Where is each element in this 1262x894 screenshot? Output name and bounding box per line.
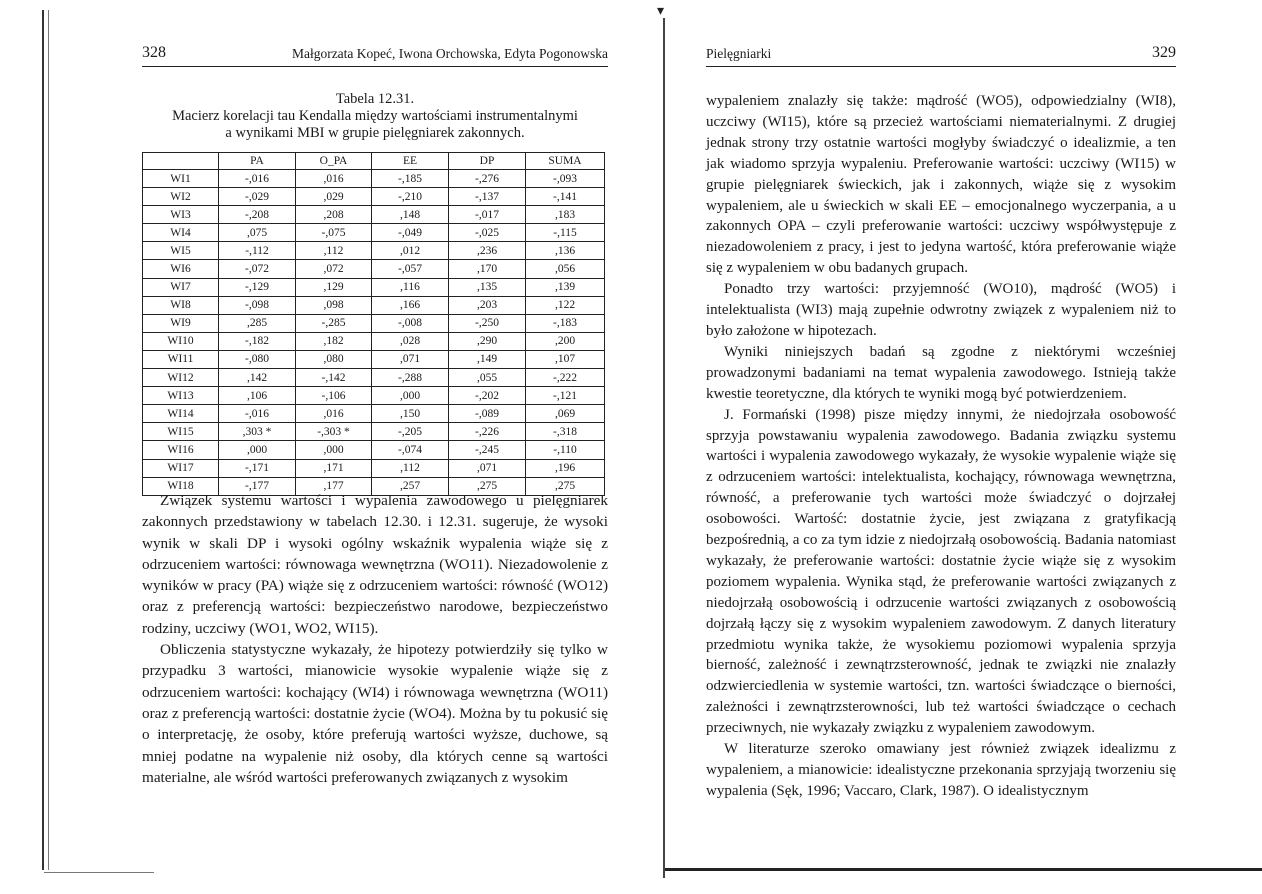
row-label: WI14 xyxy=(143,405,219,423)
table-row xyxy=(143,278,605,296)
table-cell: -,106 xyxy=(296,387,372,405)
body-text xyxy=(706,91,1176,802)
row-label: WI9 xyxy=(143,314,219,332)
table-cell: -,093 xyxy=(526,170,605,188)
binding-mark: ▾ xyxy=(657,4,665,19)
table-cell: ,016 xyxy=(296,170,372,188)
table-cell: ,177 xyxy=(296,477,372,495)
table-row xyxy=(143,224,605,242)
table-cell: ,171 xyxy=(296,459,372,477)
table-cell: ,200 xyxy=(526,332,605,350)
table-label: Tabela 12.31. xyxy=(335,91,415,107)
paragraph: Ponadto trzy wartości: przyjemność (WO10), mądrość (WO5) i intelektualista (WI3) mają zupełnie odwrotny związek z wypaleniem niż to było założone w hipotezach. xyxy=(706,281,1176,339)
table-cell: ,136 xyxy=(526,242,605,260)
table-cell: ,116 xyxy=(372,278,449,296)
row-label: WI18 xyxy=(143,477,219,495)
table-cell: ,290 xyxy=(449,332,526,350)
table-cell: -,089 xyxy=(449,405,526,423)
table-cell: ,166 xyxy=(372,296,449,314)
row-label: WI13 xyxy=(143,387,219,405)
table-cell: ,139 xyxy=(526,278,605,296)
row-label: WI7 xyxy=(143,278,219,296)
table-cell: -,222 xyxy=(526,369,605,387)
paragraph: Wyniki niniejszych badań są zgodne z niektórymi wcześniej prowadzonymi badaniami na temat wypalenia zawodowego. Istnieją także kwestie teoretyczne, dla których te wyniki mogą być potwierdzeniem. xyxy=(706,343,1176,402)
table-row xyxy=(143,314,605,332)
table-cell: -,115 xyxy=(526,224,605,242)
table-cell: ,012 xyxy=(372,242,449,260)
scan-bottom-edge xyxy=(44,872,154,873)
table-cell: -,226 xyxy=(449,423,526,441)
table-title-line: Macierz korelacji tau Kendalla między wartościami instrumentalnymi xyxy=(172,108,578,124)
right-page xyxy=(706,0,1176,894)
table-row xyxy=(143,296,605,314)
table-cell: -,008 xyxy=(372,314,449,332)
table-cell: ,075 xyxy=(219,224,296,242)
table-cell: -,137 xyxy=(449,188,526,206)
table-row xyxy=(143,459,605,477)
table-cell: -,049 xyxy=(372,224,449,242)
table-row xyxy=(143,170,605,188)
table-row xyxy=(143,242,605,260)
table-row xyxy=(143,441,605,459)
table-cell: -,142 xyxy=(296,369,372,387)
correlation-table xyxy=(142,152,605,496)
table-cell: ,056 xyxy=(526,260,605,278)
table-cell: -,183 xyxy=(526,314,605,332)
table-cell: ,149 xyxy=(449,350,526,368)
column-header: SUMA xyxy=(526,153,605,170)
column-header: PA xyxy=(219,153,296,170)
body-text xyxy=(142,490,608,788)
table-cell: -,074 xyxy=(372,441,449,459)
row-label: WI8 xyxy=(143,296,219,314)
table-title-line: a wynikami MBI w grupie pielęgniarek zakonnych. xyxy=(225,125,525,141)
row-label: WI15 xyxy=(143,423,219,441)
table-cell: ,257 xyxy=(372,477,449,495)
table-row xyxy=(143,350,605,368)
column-header xyxy=(143,153,219,170)
table-cell: ,107 xyxy=(526,350,605,368)
table-cell: -,141 xyxy=(526,188,605,206)
table-cell: -,080 xyxy=(219,350,296,368)
table-cell: ,135 xyxy=(449,278,526,296)
table-cell: ,129 xyxy=(296,278,372,296)
column-header: DP xyxy=(449,153,526,170)
table-cell: -,121 xyxy=(526,387,605,405)
table-cell: ,080 xyxy=(296,350,372,368)
row-label: WI6 xyxy=(143,260,219,278)
table-cell: -,017 xyxy=(449,206,526,224)
table-cell: ,275 xyxy=(449,477,526,495)
page-number: 328 xyxy=(142,44,166,61)
table-cell: -,098 xyxy=(219,296,296,314)
table-cell: -,112 xyxy=(219,242,296,260)
table-cell: -,318 xyxy=(526,423,605,441)
page-header xyxy=(706,44,1176,67)
table-cell: ,122 xyxy=(526,296,605,314)
table-cell: -,025 xyxy=(449,224,526,242)
table-cell: ,069 xyxy=(526,405,605,423)
row-label: WI4 xyxy=(143,224,219,242)
table-cell: -,075 xyxy=(296,224,372,242)
table-cell: ,098 xyxy=(296,296,372,314)
table-cell: -,288 xyxy=(372,369,449,387)
table-row xyxy=(143,423,605,441)
column-header: EE xyxy=(372,153,449,170)
table-cell: ,142 xyxy=(219,369,296,387)
table-row xyxy=(143,405,605,423)
row-label: WI3 xyxy=(143,206,219,224)
row-label: WI2 xyxy=(143,188,219,206)
table-cell: ,203 xyxy=(449,296,526,314)
row-label: WI5 xyxy=(143,242,219,260)
table-cell: -,182 xyxy=(219,332,296,350)
table-cell: ,170 xyxy=(449,260,526,278)
page-number: 329 xyxy=(1152,44,1176,61)
table-cell: ,285 xyxy=(219,314,296,332)
table-row xyxy=(143,260,605,278)
table-cell: ,303 * xyxy=(219,423,296,441)
paragraph: wypaleniem znalazły się także: mądrość (WO5), odpowiedzialny (WI8), uczciwy (WI15), które są przecież wartościami niematerialnymi. Z drugiej jednak strony trzy ostatnie wartości mogłyby świadczyć o idealizmie, a ten jak wiadomo sprzyja wypaleniu. Preferowanie wartości: uczciwy (WI15) w grupie pielęgniarek świeckich, jak i zakonnych, wiąże się z wysokim wypaleniem, ale u świeckich w skali EE – emocjonalnego wyczerpania, a u zakonnych OPA – czyli preferowanie wartości: uczciwy współwystępuje z niezadowoleniem z pracy, i jest to jedyna wartość, która preferowanie wiąże się z wypaleniem w obu badanych grupach. xyxy=(706,93,1176,277)
row-label: WI16 xyxy=(143,441,219,459)
table-cell: ,196 xyxy=(526,459,605,477)
table-cell: ,000 xyxy=(296,441,372,459)
table-cell: -,202 xyxy=(449,387,526,405)
row-label: WI11 xyxy=(143,350,219,368)
table-cell: -,210 xyxy=(372,188,449,206)
running-head: Pielęgniarki xyxy=(706,46,772,61)
book-gutter xyxy=(663,18,665,878)
table-cell: -,250 xyxy=(449,314,526,332)
table-cell: -,177 xyxy=(219,477,296,495)
table-row xyxy=(143,332,605,350)
table-cell: -,303 * xyxy=(296,423,372,441)
table-cell: -,205 xyxy=(372,423,449,441)
paragraph: Obliczenia statystyczne wykazały, że hipotezy potwierdziły się tylko w przypadku 3 wartości, mianowicie wysokie wypalenie wiąże się z odrzuceniem wartości: kochający (WI4) i równowaga wewnętrzna (WO11) oraz z preferencją wartości: dostatnie życie (WO4). Można by tu pokusić się o interpretację, że osoby, które preferują wartości wyższe, duchowe, są mniej podatne na wypalenie niż osoby, dla których cenne są wartości materialne, ale wśród wartości preferowanych związanych z wysokim xyxy=(142,641,608,786)
table-cell: ,029 xyxy=(296,188,372,206)
running-head: Małgorzata Kopeć, Iwona Orchowska, Edyta Pogonowska xyxy=(291,46,608,61)
table-cell: -,029 xyxy=(219,188,296,206)
table-cell: ,275 xyxy=(526,477,605,495)
table-cell: ,148 xyxy=(372,206,449,224)
table-cell: ,236 xyxy=(449,242,526,260)
scan-edge xyxy=(42,10,44,870)
table-cell: ,106 xyxy=(219,387,296,405)
table-cell: -,110 xyxy=(526,441,605,459)
page-header xyxy=(142,44,608,67)
table-cell: ,150 xyxy=(372,405,449,423)
table-cell: ,112 xyxy=(296,242,372,260)
table-cell: ,071 xyxy=(449,459,526,477)
table-row xyxy=(143,206,605,224)
left-page xyxy=(142,0,608,894)
column-header: O_PA xyxy=(296,153,372,170)
table-cell: -,057 xyxy=(372,260,449,278)
row-label: WI1 xyxy=(143,170,219,188)
table-cell: -,185 xyxy=(372,170,449,188)
table-cell: ,055 xyxy=(449,369,526,387)
table-cell: ,183 xyxy=(526,206,605,224)
table-cell: ,000 xyxy=(372,387,449,405)
scan-edge xyxy=(48,10,49,870)
table-caption xyxy=(142,91,608,142)
table-cell: -,285 xyxy=(296,314,372,332)
table-row xyxy=(143,188,605,206)
table-cell: -,072 xyxy=(219,260,296,278)
table-cell: -,208 xyxy=(219,206,296,224)
table-cell: -,016 xyxy=(219,405,296,423)
table-cell: ,208 xyxy=(296,206,372,224)
table-cell: -,245 xyxy=(449,441,526,459)
row-label: WI17 xyxy=(143,459,219,477)
paragraph: Związek systemu wartości i wypalenia zawodowego u pielęgniarek zakonnych przedstawiony w tabelach 12.30. i 12.31. sugeruje, że wysoki wynik w skali DP i wysoki ogólny wskaźnik wypalenia wiąże się z odrzuceniem wartości: równowaga wewnętrzna (WO11). Niezadowolenie z wyników w pracy (PA) wiąże się z odrzuceniem wartości: równość (WO12) oraz z preferencją wartości: bezpieczeństwo narodowe, bezpieczeństwo rodziny, uczciwy (WO1, WO2, WI15). xyxy=(142,492,608,637)
table-cell: ,000 xyxy=(219,441,296,459)
table-cell: ,028 xyxy=(372,332,449,350)
paragraph: J. Formański (1998) pisze między innymi, że niedojrzała osobowość sprzyja powstawaniu wypalenia zawodowego. Badania związku systemu wartości i wypalenia zawodowego wykazały, że wysokie wypalenie wiąże się z odrzuceniem wartości: intelektualista, kochający, równowaga wewnętrzna, równość, a preferowanie tych wartości może świadczyć o dojrzałej osobowości. Wartość: dostatnie życie, jest związana z gratyfikacją bezpośrednią, a co za tym idzie z niedojrzałą osobowością. Badania natomiast wykazały, że preferowanie wartości: dostatnie życie wiąże się z wysokim poziomem wypalenia. Wynika stąd, że preferowanie wartości związanych z niedojrzałą osobowością i odrzucenie wartości związanych z osobowością dojrzałą łączy się z wysokim wypaleniem zawodowym. Z danych literatury przedmiotu wynika także, że wysokiemu poziomowi wypalenia sprzyja bierność, zależność i zewnątrzsterowność, jednak te związki nie znalazły odzwierciedlenia w systemie wartości, tzn. wartości świadczące o bierności, zależności i zewnątrzsterowności, lub też wartości świadczące o cechach przeciwnych, nie wykazały związku z wypaleniem zawodowym. xyxy=(706,406,1176,737)
table-cell: -,276 xyxy=(449,170,526,188)
table-row xyxy=(143,387,605,405)
table-cell: ,112 xyxy=(372,459,449,477)
table-header-row xyxy=(143,153,605,170)
table-cell: -,129 xyxy=(219,278,296,296)
paragraph: W literaturze szeroko omawiany jest również związek idealizmu z wypaleniem, a mianowicie: idealistyczne przekonania sprzyjają tworzeniu się wypalenia (Sęk, 1996; Vaccaro, Clark, 1987). O idealistycznym xyxy=(706,741,1176,799)
row-label: WI12 xyxy=(143,369,219,387)
row-label: WI10 xyxy=(143,332,219,350)
table-cell: ,016 xyxy=(296,405,372,423)
table-cell: -,016 xyxy=(219,170,296,188)
table-cell: ,071 xyxy=(372,350,449,368)
table-cell: -,171 xyxy=(219,459,296,477)
table-cell: ,072 xyxy=(296,260,372,278)
table-body xyxy=(143,170,605,496)
table-cell: ,182 xyxy=(296,332,372,350)
table-row xyxy=(143,369,605,387)
